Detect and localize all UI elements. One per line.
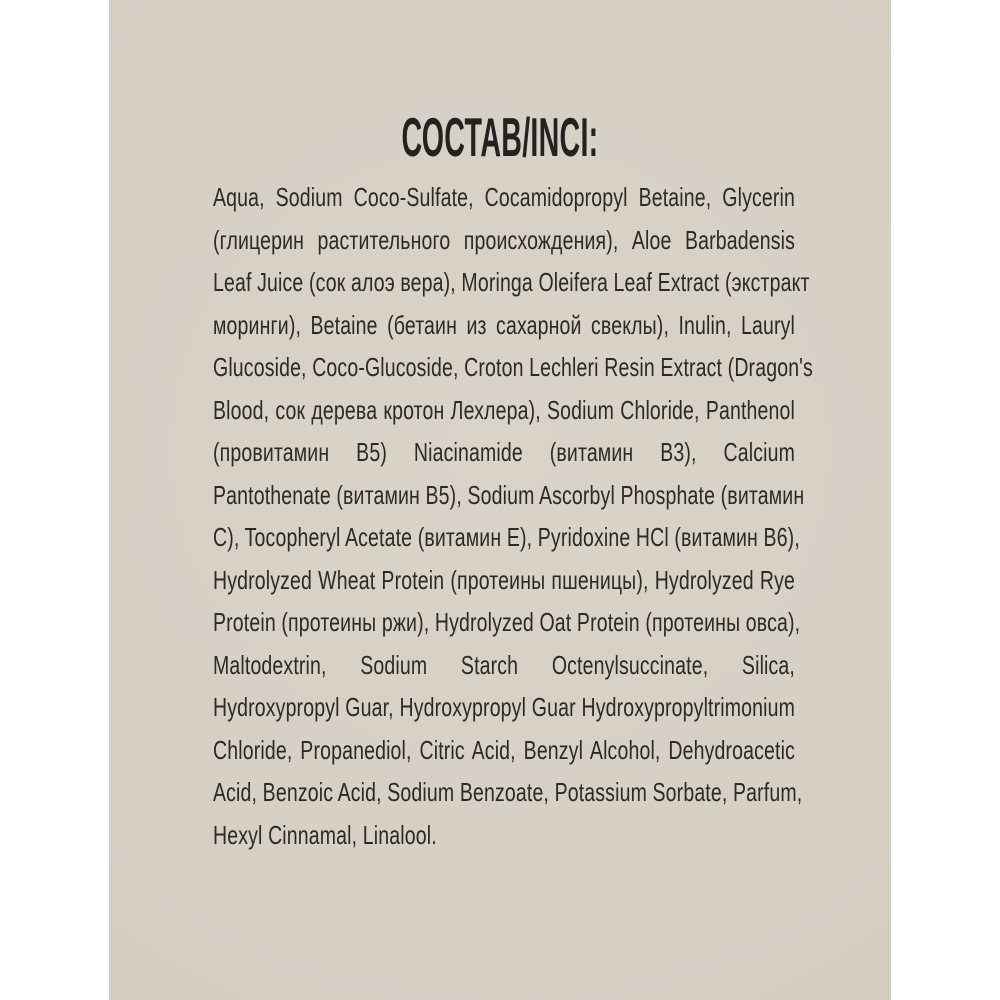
ingredients-line: Glucoside, Coco-Glucoside, Croton Lechleri Resin Extract (Dragon's (213, 352, 813, 382)
ingredients-line: Leaf Juice (сок алоэ вера), Moringa Oleifera Leaf Extract (экстракт (213, 267, 810, 297)
ingredients-line: Hydrolyzed Wheat Protein (протеины пшеницы), Hydrolyzed Rye (213, 564, 795, 595)
ingredients-line: Maltodextrin, Sodium Starch Octenylsuccinate, Silica, (213, 649, 795, 680)
ingredients-line: Chloride, Propanediol, Citric Acid, Benzyl Alcohol, Dehydroacetic (213, 734, 795, 765)
ingredients-line: Hydroxypropyl Guar, Hydroxypropyl Guar Hydroxypropyltrimonium (213, 692, 795, 722)
ingredients-line: Acid, Benzoic Acid, Sodium Benzoate, Potassium Sorbate, Parfum, (213, 777, 803, 807)
ingredients-line: Hexyl Cinnamal, Linalool. (213, 819, 437, 850)
label-panel (109, 0, 891, 1000)
ingredients-line: (провитамин B5) Niacinamide (витамин B3), Calcium (213, 437, 795, 467)
ingredients-line: Aqua, Sodium Coco-Sulfate, Cocamidopropyl Betaine, Glycerin (213, 182, 795, 212)
ingredients-line: C), Tocopheryl Acetate (витамин E), Pyridoxine HCl (витамин B6), (213, 522, 800, 552)
ingredients-text (213, 176, 813, 856)
ingredients-line: моринги), Betaine (бетаин из сахарной свеклы), Inulin, Lauryl (213, 309, 795, 340)
ingredients-line: Blood, сок дерева кротон Лехлера), Sodium Chloride, Panthenol (213, 394, 795, 425)
ingredients-line: Pantothenate (витамин B5), Sodium Ascorbyl Phosphate (витамин (213, 479, 805, 510)
composition-title: СОСТАВ/INCI: (401, 106, 599, 168)
ingredients-line: (глицерин растительного происхождения), Aloe Barbadensis (213, 224, 795, 255)
ingredients-line: Protein (протеины ржи), Hydrolyzed Oat Protein (протеины овса), (213, 607, 801, 637)
